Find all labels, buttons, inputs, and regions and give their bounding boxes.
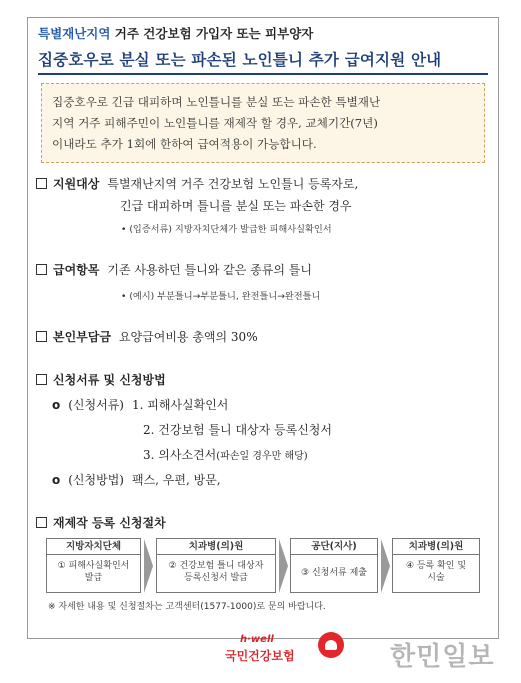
section-heading: 지원대상 bbox=[53, 177, 100, 191]
section-copay bbox=[36, 328, 258, 345]
section-items bbox=[36, 261, 312, 278]
checkbox-square-icon bbox=[36, 264, 47, 275]
checkbox-square-icon bbox=[36, 517, 47, 528]
page-title: 집중호우로 분실 또는 파손된 노인틀니 추가 급여지원 안내 bbox=[38, 51, 442, 69]
notice-line: 이내라도 추가 1회에 한하여 급여적용이 가능합니다. bbox=[52, 137, 317, 151]
method-row bbox=[52, 471, 221, 488]
header bbox=[38, 24, 488, 70]
process-step bbox=[392, 538, 480, 593]
logo-korean: 국민건강보험 bbox=[225, 649, 295, 663]
checkbox-square-icon bbox=[36, 178, 47, 189]
process-step-body bbox=[291, 555, 377, 579]
arrow-right-icon bbox=[144, 539, 153, 593]
process-step-line: ④ 등록 확인 및 bbox=[405, 561, 467, 571]
document-item-3 bbox=[143, 446, 308, 463]
process-step-line: 시술 bbox=[427, 573, 445, 583]
section-note: • (입증서류) 지방자치단체가 발급한 피해사실확인서 bbox=[121, 224, 332, 235]
section-documents bbox=[36, 371, 174, 388]
process-step-title: 치과병(의)원 bbox=[393, 539, 479, 555]
section-text: 긴급 대피하며 틀니를 분실 또는 파손한 경우 bbox=[120, 199, 352, 213]
circle-bullet-icon: o bbox=[52, 398, 61, 412]
section-heading: 재제작 등록 신청절차 bbox=[53, 516, 166, 530]
document-item: 3. 의사소견서 bbox=[143, 448, 217, 462]
method-label: (신청방법) bbox=[68, 473, 124, 487]
footnote: ※ 자세한 내용 및 신청절차는 고객센터(1577-1000)로 문의 바랍니다. bbox=[48, 602, 326, 612]
notice-line: 집중호우로 긴급 대피하며 노인틀니를 분실 또는 파손한 특별재난 bbox=[52, 95, 381, 109]
process-step-title: 공단(지사) bbox=[291, 539, 377, 555]
section-heading: 신청서류 및 신청방법 bbox=[53, 373, 166, 387]
process-step bbox=[290, 538, 378, 593]
section-process bbox=[36, 514, 174, 531]
section-text: 기존 사용하던 틀니와 같은 종류의 틀니 bbox=[107, 263, 312, 277]
section-text: 요양급여비용 총액의 30% bbox=[118, 330, 258, 344]
process-step-line: ② 건강보험 틀니 대상자 bbox=[168, 561, 264, 571]
documents-row bbox=[52, 396, 228, 413]
process-step-body bbox=[157, 555, 275, 584]
process-step-body bbox=[47, 555, 140, 584]
documents-label: (신청서류) bbox=[68, 398, 124, 412]
section-note: • (예시) 부분틀니→부분틀니, 완전틀니→완전틀니 bbox=[121, 291, 321, 302]
process-step-line: ③ 신청서류 제출 bbox=[301, 568, 367, 578]
process-step-body bbox=[393, 555, 479, 584]
section-heading: 본인부담금 bbox=[53, 330, 111, 344]
arrow-right-icon bbox=[381, 539, 390, 593]
process-step-title: 치과병(의)원 bbox=[157, 539, 275, 555]
watermark: 한민일보 bbox=[390, 642, 495, 672]
process-step bbox=[46, 538, 141, 593]
checkbox-square-icon bbox=[36, 331, 47, 342]
section-target bbox=[36, 175, 358, 192]
document-item-note: (파손일 경우만 해당) bbox=[216, 451, 308, 462]
header-divider bbox=[38, 73, 488, 75]
logo-english: h·well bbox=[240, 634, 274, 645]
checkbox-square-icon bbox=[36, 374, 47, 385]
process-step-line: 발급 bbox=[84, 573, 103, 583]
process-step bbox=[156, 538, 276, 593]
notice-box bbox=[41, 83, 485, 163]
header-subtitle-rest: 거주 건강보험 가입자 또는 피부양자 bbox=[110, 26, 314, 41]
document-item: 1. 피해사실확인서 bbox=[131, 398, 229, 412]
process-step-line: ① 피해사실확인서 bbox=[57, 561, 130, 571]
method-text: 팩스, 우편, 방문, bbox=[131, 473, 221, 487]
header-accent: 특별재난지역 bbox=[38, 26, 111, 41]
heart-logo-icon bbox=[318, 632, 344, 658]
process-step-title: 지방자치단체 bbox=[47, 539, 140, 555]
header-subtitle bbox=[38, 24, 488, 42]
document-item: 2. 건강보험 틀니 대상자 등록신청서 bbox=[143, 423, 332, 437]
notice-line: 지역 거주 피해주민이 노인틀니를 재제작 할 경우, 교체기간(7년) bbox=[52, 116, 378, 130]
section-text: 특별재난지역 거주 건강보험 노인틀니 등록자로, bbox=[107, 177, 359, 191]
process-step-line: 등록신청서 발급 bbox=[184, 573, 248, 583]
arrow-right-icon bbox=[279, 539, 288, 593]
section-heading: 급여항목 bbox=[53, 263, 100, 277]
circle-bullet-icon: o bbox=[52, 473, 61, 487]
